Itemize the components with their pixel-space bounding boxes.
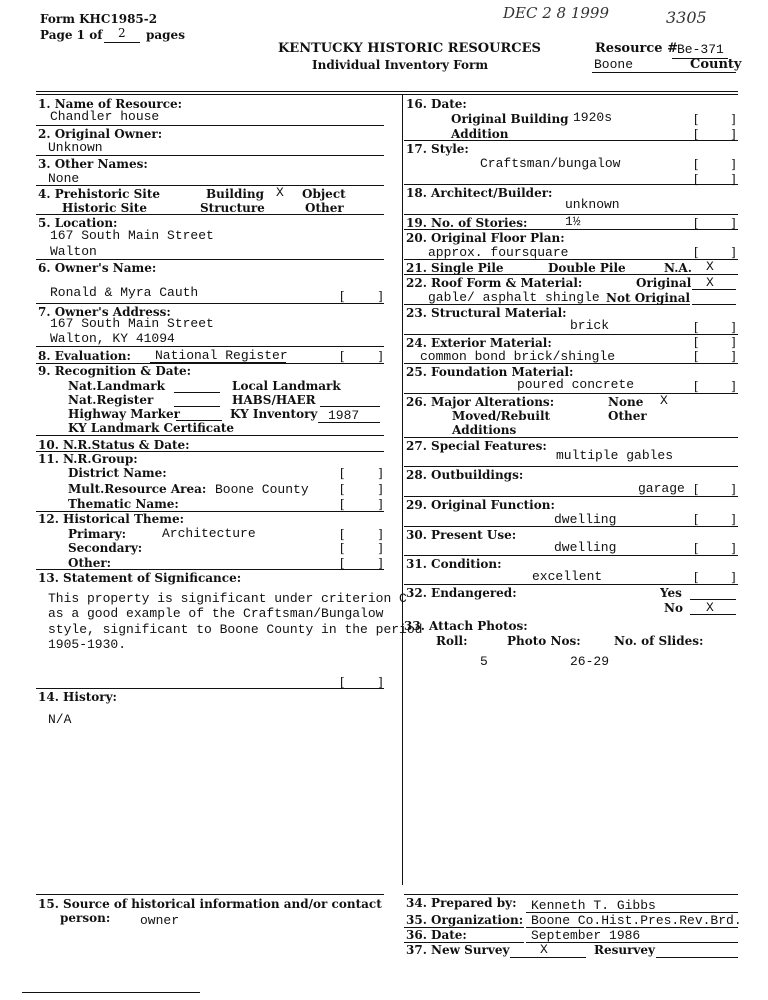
field-30-bracket-close: ] xyxy=(731,541,736,555)
field-16-bracket-open: [ xyxy=(694,112,699,126)
county-value: Boone xyxy=(594,57,634,72)
field-25-bracket-open: [ xyxy=(694,379,699,393)
field-13-bracket-open: [ xyxy=(340,675,345,689)
field-24-value: common bond brick/shingle xyxy=(420,349,616,364)
field-26-additions: Additions xyxy=(452,423,517,437)
field-28-label: 28. Outbuildings: xyxy=(406,468,524,482)
field-8-value: National Register xyxy=(155,348,288,363)
field-12-label: 12. Historical Theme: xyxy=(38,512,185,526)
field-23-bracket-close: ] xyxy=(731,320,736,334)
field-22-original: Original xyxy=(636,276,692,290)
field-9-label: 9. Recognition & Date: xyxy=(38,364,192,378)
field-11-label: 11. N.R.Group: xyxy=(38,452,138,466)
field-20-label: 20. Original Floor Plan: xyxy=(406,231,565,245)
field-9-kycert: KY Landmark Certificate xyxy=(68,421,235,435)
field-6-bracket-open: [ xyxy=(340,289,345,303)
field-1-label: 1. Name of Resource: xyxy=(38,97,183,111)
field-12-secondary-bracket-open: [ xyxy=(340,541,345,555)
field-26-none: None xyxy=(608,395,644,409)
field-37-resurvey: Resurvey xyxy=(594,943,655,957)
field-26-moved: Moved/Rebuilt xyxy=(452,409,551,423)
field-16-addition: Addition xyxy=(451,127,509,141)
field-4-prehistoric: 4. Prehistoric Site xyxy=(38,187,161,201)
field-19-bracket-close: ] xyxy=(731,216,736,230)
field-34-value: Kenneth T. Gibbs xyxy=(531,898,656,913)
field-19-label: 19. No. of Stories: xyxy=(406,216,528,230)
field-32-no: No xyxy=(664,601,683,615)
field-33-slides: No. of Slides: xyxy=(614,634,704,648)
field-31-value: excellent xyxy=(532,569,603,584)
field-21-na: N.A. xyxy=(664,261,692,275)
page-total: 2 xyxy=(118,26,126,40)
field-30-label: 30. Present Use: xyxy=(406,528,517,542)
field-17-value: Craftsman/bungalow xyxy=(480,156,621,171)
form-id: Form KHC1985-2 xyxy=(40,12,158,26)
field-31-bracket-open: [ xyxy=(694,570,699,584)
field-16-addition-bracket-open: [ xyxy=(694,127,699,141)
field-5-label: 5. Location: xyxy=(38,216,118,230)
field-25-value: poured concrete xyxy=(517,377,635,392)
form-subtitle: Individual Inventory Form xyxy=(312,58,489,72)
field-34-label: 34. Prepared by: xyxy=(406,896,517,910)
field-12-secondary: Secondary: xyxy=(68,541,143,555)
field-33-photonos: Photo Nos: xyxy=(507,634,581,648)
field-25-label: 25. Foundation Material: xyxy=(406,365,574,379)
field-4-structure: Structure xyxy=(200,201,265,215)
field-11-thematic: Thematic Name: xyxy=(68,497,179,511)
field-22-label: 22. Roof Form & Material: xyxy=(406,276,583,290)
field-12-secondary-bracket-close: ] xyxy=(378,541,383,555)
field-29-label: 29. Original Function: xyxy=(406,498,555,512)
pages-word: pages xyxy=(146,28,185,42)
field-2-value: Unknown xyxy=(48,140,103,155)
field-24-bracket2-open: [ xyxy=(694,349,699,363)
field-12-primary-bracket-close: ] xyxy=(378,527,383,541)
field-11-district-bracket-open: [ xyxy=(340,466,345,480)
field-18-label: 18. Architect/Builder: xyxy=(406,186,553,200)
field-37-mark: X xyxy=(540,942,548,957)
field-4-other: Other xyxy=(305,201,344,215)
field-33-photo-value: 26-29 xyxy=(570,654,610,669)
field-6-bracket-close: ] xyxy=(378,289,383,303)
field-12-other-bracket-open: [ xyxy=(340,556,345,570)
field-7-line2: Walton, KY 41094 xyxy=(50,331,175,346)
field-28-value: garage xyxy=(638,481,685,496)
field-10-label: 10. N.R.Status & Date: xyxy=(38,438,190,452)
field-4-mark: X xyxy=(276,185,284,200)
field-24-bracket2-close: ] xyxy=(731,349,736,363)
field-9-kyinventory-value: 1987 xyxy=(328,408,360,423)
field-8-bracket-open: [ xyxy=(340,349,345,363)
field-24-bracket1-open: [ xyxy=(694,335,699,349)
field-11-thematic-bracket-close: ] xyxy=(378,497,383,511)
field-30-bracket-open: [ xyxy=(694,541,699,555)
field-4-object: Object xyxy=(302,187,346,201)
form-title: KENTUCKY HISTORIC RESOURCES xyxy=(278,41,541,56)
field-18-value: unknown xyxy=(565,197,620,212)
field-22-mark: X xyxy=(706,275,714,290)
field-5-line2: Walton xyxy=(50,244,97,259)
field-31-label: 31. Condition: xyxy=(406,557,502,571)
field-35-label: 35. Organization: xyxy=(406,913,524,927)
field-28-bracket-close: ] xyxy=(731,482,736,496)
field-8-label: 8. Evaluation: xyxy=(38,349,131,363)
field-1-value: Chandler house xyxy=(50,109,160,124)
field-11-mra-bracket-close: ] xyxy=(378,482,383,496)
field-31-bracket-close: ] xyxy=(731,570,736,584)
field-32-yes: Yes xyxy=(660,586,682,600)
field-21-mark: X xyxy=(706,259,714,274)
field-6-label: 6. Owner's Name: xyxy=(38,261,157,275)
resource-label: Resource # xyxy=(595,41,678,56)
field-16-label: 16. Date: xyxy=(406,97,467,111)
field-9-locallandmark: Local Landmark xyxy=(232,379,341,393)
field-7-label: 7. Owner's Address: xyxy=(38,305,171,319)
field-21-double: Double Pile xyxy=(548,261,626,275)
field-17-bracket2-open: [ xyxy=(694,172,699,186)
field-24-bracket1-close: ] xyxy=(731,335,736,349)
field-2-label: 2. Original Owner: xyxy=(38,127,163,141)
field-23-label: 23. Structural Material: xyxy=(406,306,567,320)
field-15-person: person: xyxy=(60,911,111,925)
field-16-original: Original Building xyxy=(451,112,569,126)
field-16-addition-bracket-close: ] xyxy=(731,127,736,141)
field-16-bracket-close: ] xyxy=(731,112,736,126)
field-22-notoriginal: Not Original xyxy=(606,291,691,305)
field-12-other-bracket-close: ] xyxy=(378,556,383,570)
field-28-bracket-open: [ xyxy=(694,482,699,496)
field-26-label: 26. Major Alterations: xyxy=(406,395,555,409)
field-9-habs: HABS/HAER xyxy=(232,393,316,407)
field-36-value: September 1986 xyxy=(531,928,641,943)
county-label: County xyxy=(690,57,742,72)
field-36-label: 36. Date: xyxy=(406,928,467,942)
field-9-natlandmark: Nat.Landmark xyxy=(68,379,165,393)
field-4-building: Building xyxy=(206,187,265,201)
field-14-value: N/A xyxy=(48,712,72,727)
field-17-label: 17. Style: xyxy=(406,142,469,156)
field-21-label: 21. Single Pile xyxy=(406,261,504,275)
field-12-primary: Primary: xyxy=(68,527,127,541)
field-13-line1: This property is significant under criterion C xyxy=(48,591,407,606)
field-26-mark: X xyxy=(660,393,668,408)
field-3-label: 3. Other Names: xyxy=(38,157,148,171)
field-9-natregister: Nat.Register xyxy=(68,393,154,407)
field-13-bracket-close: ] xyxy=(378,675,383,689)
field-8-bracket-close: ] xyxy=(378,349,383,363)
field-9-highway: Highway Marker xyxy=(68,407,180,421)
field-13-line4: 1905-1930. xyxy=(48,637,127,652)
field-29-bracket-open: [ xyxy=(694,512,699,526)
field-6-value: Ronald & Myra Cauth xyxy=(50,285,199,300)
field-33-roll-value: 5 xyxy=(480,654,488,669)
page-label: Page 1 of xyxy=(40,28,103,42)
field-12-other: Other: xyxy=(68,556,112,570)
field-13-line3: style, significant to Boone County in the period xyxy=(48,622,423,637)
field-12-primary-value: Architecture xyxy=(162,526,256,541)
received-date-stamp: DEC 2 8 1999 xyxy=(503,4,610,22)
field-22-value: gable/ asphalt shingle xyxy=(428,290,600,305)
field-9-kyinventory: KY Inventory xyxy=(230,407,318,421)
field-24-label: 24. Exterior Material: xyxy=(406,336,552,350)
field-17-bracket1-close: ] xyxy=(731,157,736,171)
field-11-district: District Name: xyxy=(68,466,167,480)
field-27-label: 27. Special Features: xyxy=(406,439,547,453)
field-32-mark: X xyxy=(706,600,714,615)
field-33-roll: Roll: xyxy=(436,634,468,648)
field-5-line1: 167 South Main Street xyxy=(50,228,214,243)
field-11-thematic-bracket-open: [ xyxy=(340,497,345,511)
field-13-label: 13. Statement of Significance: xyxy=(38,571,242,585)
field-37-label: 37. New Survey xyxy=(406,943,510,957)
field-7-line1: 167 South Main Street xyxy=(50,316,214,331)
field-25-bracket-close: ] xyxy=(731,379,736,393)
field-35-value: Boone Co.Hist.Pres.Rev.Brd. xyxy=(531,913,742,928)
field-12-primary-bracket-open: [ xyxy=(340,527,345,541)
resource-number: Be-371 xyxy=(677,42,724,57)
field-20-value: approx. foursquare xyxy=(428,245,569,260)
field-11-district-bracket-close: ] xyxy=(378,466,383,480)
field-29-bracket-close: ] xyxy=(731,512,736,526)
field-20-bracket-open: [ xyxy=(694,245,699,259)
field-17-bracket1-open: [ xyxy=(694,157,699,171)
field-30-value: dwelling xyxy=(554,540,617,555)
field-4-historic: Historic Site xyxy=(62,201,147,215)
field-11-mra-bracket-open: [ xyxy=(340,482,345,496)
field-19-bracket-open: [ xyxy=(694,216,699,230)
field-11-mra-value: Boone County xyxy=(215,482,309,497)
field-15-label: 15. Source of historical information and/or contact xyxy=(38,897,382,911)
field-27-value: multiple gables xyxy=(556,448,674,463)
field-11-mra: Mult.Resource Area: xyxy=(68,482,207,496)
field-29-value: dwelling xyxy=(554,512,617,527)
field-15-value: owner xyxy=(140,913,180,928)
field-23-value: brick xyxy=(570,318,610,333)
field-19-value: 1½ xyxy=(565,214,581,229)
handwritten-number: 3305 xyxy=(666,8,707,27)
field-26-other: Other xyxy=(608,409,647,423)
field-16-original-value: 1920s xyxy=(573,110,613,125)
field-14-label: 14. History: xyxy=(38,690,117,704)
field-3-value: None xyxy=(48,171,80,186)
field-17-bracket2-close: ] xyxy=(731,172,736,186)
field-13-line2: as a good example of the Craftsman/Bungalow xyxy=(48,606,384,621)
field-20-bracket-close: ] xyxy=(731,245,736,259)
field-32-label: 32. Endangered: xyxy=(406,586,517,600)
field-33-label: 33. Attach Photos: xyxy=(404,619,528,633)
field-23-bracket-open: [ xyxy=(694,320,699,334)
